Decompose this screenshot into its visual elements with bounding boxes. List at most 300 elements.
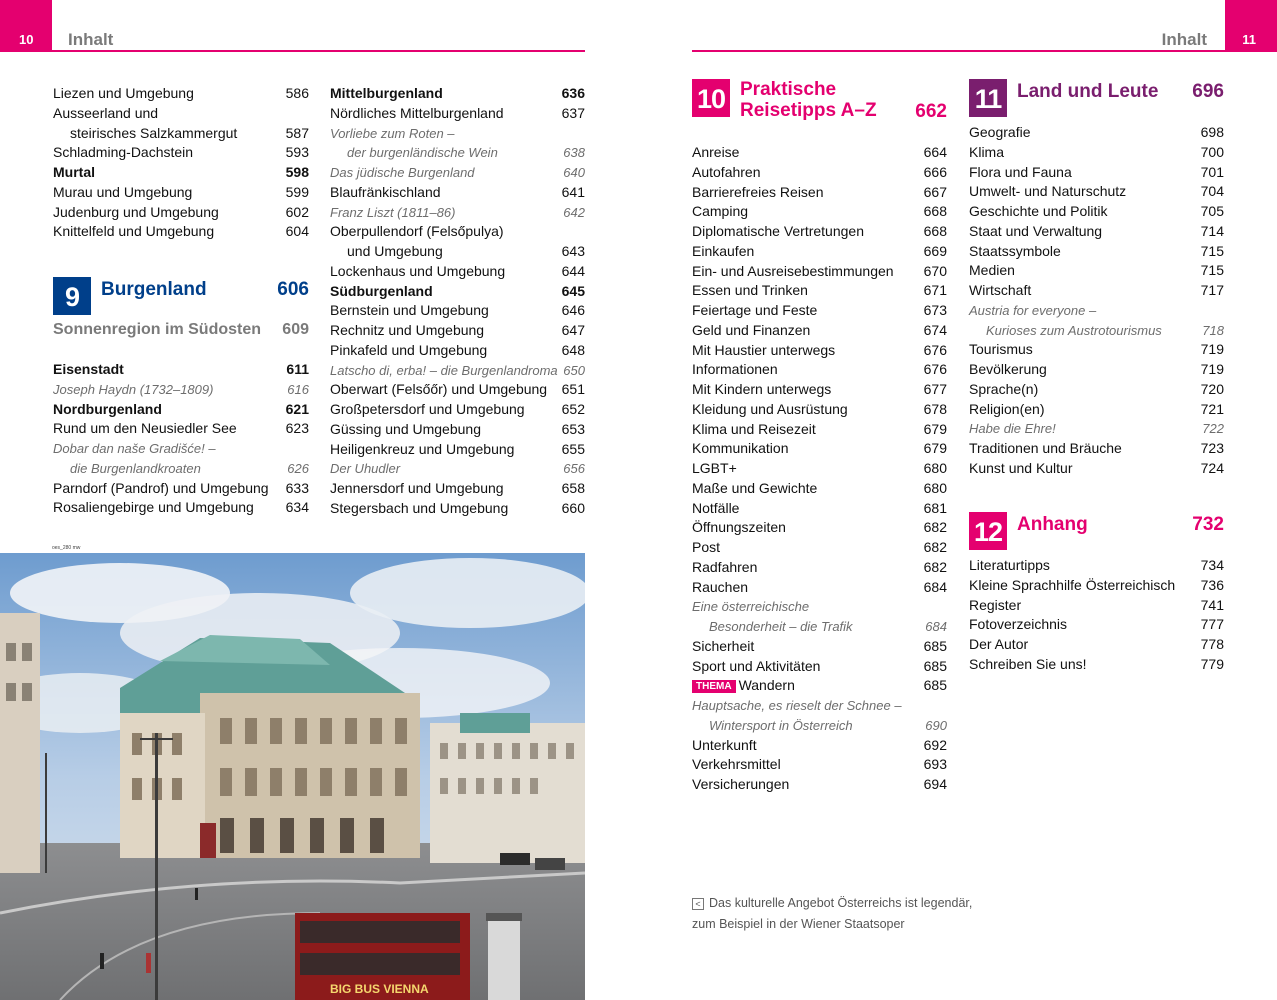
entry-title: Literaturtipps bbox=[969, 557, 1050, 573]
entry-title: Post bbox=[692, 539, 721, 555]
toc-entry[interactable] bbox=[692, 321, 947, 341]
entry-title: steirisches Salzkammergut bbox=[70, 124, 238, 141]
entry-page: 680 bbox=[923, 460, 947, 476]
chapter-title: Land und Leute bbox=[1017, 81, 1159, 102]
entry-page: 692 bbox=[923, 736, 947, 753]
entry-title: Feiertage und Feste bbox=[692, 302, 818, 318]
toc-entry[interactable] bbox=[330, 321, 585, 341]
entry-title: Staatssymbole bbox=[969, 242, 1061, 259]
toc-entry[interactable] bbox=[330, 124, 585, 144]
entry-title: Versicherungen bbox=[692, 776, 790, 792]
entry-page: 604 bbox=[285, 223, 309, 240]
toc-entry[interactable] bbox=[692, 420, 947, 440]
entry-page: 644 bbox=[561, 262, 585, 279]
entry-title: Notfälle bbox=[692, 499, 740, 516]
toc-entry[interactable] bbox=[330, 440, 585, 460]
entry-page: 641 bbox=[561, 183, 585, 200]
toc-entry[interactable] bbox=[330, 282, 585, 302]
entry-page: 602 bbox=[285, 203, 309, 220]
entry-title: und Umgebung bbox=[347, 243, 443, 259]
chapter-number-box: 12 bbox=[969, 512, 1007, 550]
toc-entry[interactable] bbox=[692, 281, 947, 301]
chapter-number-box: 9 bbox=[53, 277, 91, 315]
header-title-left: Inhalt bbox=[68, 30, 114, 49]
entry-page: 679 bbox=[923, 440, 947, 457]
entry-page: 587 bbox=[285, 124, 309, 141]
page-number-left-box bbox=[0, 0, 52, 52]
entry-page: 668 bbox=[923, 223, 947, 239]
toc-entry[interactable] bbox=[53, 419, 309, 439]
entry-title: Wintersport in Österreich bbox=[709, 717, 853, 733]
toc-column-3 bbox=[692, 143, 947, 795]
entry-title: Stegersbach und Umgebung bbox=[330, 499, 509, 516]
toc-entry[interactable] bbox=[969, 615, 1224, 635]
entry-title: Umwelt- und Naturschutz bbox=[969, 183, 1127, 200]
toc-entry[interactable] bbox=[692, 696, 947, 716]
entry-title bbox=[692, 676, 795, 696]
entry-title: Ausseerland und bbox=[53, 104, 159, 121]
entry-title: Latscho di, erba! – die Burgenlandroma bbox=[330, 362, 558, 378]
toc-entry[interactable] bbox=[969, 459, 1224, 479]
toc-entry[interactable] bbox=[692, 341, 947, 361]
page-number-right-box bbox=[1225, 0, 1277, 52]
toc-entry[interactable] bbox=[692, 301, 947, 321]
toc-entry[interactable] bbox=[330, 479, 585, 499]
entry-title: Mit Haustier unterwegs bbox=[692, 341, 836, 358]
thema-badge: THEMA bbox=[692, 680, 736, 693]
entry-title: Unterkunft bbox=[692, 736, 757, 753]
chapter-11-heading[interactable] bbox=[969, 79, 1224, 117]
entry-title: Sport und Aktivitäten bbox=[692, 657, 821, 674]
entry-title: Wirtschaft bbox=[969, 282, 1032, 298]
entry-page: 642 bbox=[563, 204, 585, 220]
toc-entry[interactable] bbox=[330, 301, 585, 321]
entry-title: Bevölkerung bbox=[969, 361, 1047, 377]
entry-title: Murtal bbox=[53, 164, 95, 180]
toc-entry[interactable] bbox=[53, 498, 309, 518]
toc-entry[interactable] bbox=[969, 163, 1224, 183]
toc-entry[interactable] bbox=[692, 538, 947, 558]
entry-page: 609 bbox=[282, 321, 309, 338]
entry-page: 705 bbox=[1200, 203, 1224, 219]
toc-entry[interactable] bbox=[692, 637, 947, 657]
entry-page: 741 bbox=[1200, 596, 1224, 613]
caption-line-2: zum Beispiel in der Wiener Staatsoper bbox=[692, 917, 905, 931]
entry-title: Das jüdische Burgenland bbox=[330, 165, 475, 180]
caption-line-1: Das kulturelle Angebot Österreichs ist legendär, bbox=[709, 896, 973, 910]
toc-entry[interactable] bbox=[53, 84, 309, 104]
toc-entry[interactable] bbox=[692, 202, 947, 222]
entry-page: 637 bbox=[561, 104, 585, 121]
entry-page: 616 bbox=[287, 381, 309, 397]
entry-page: 684 bbox=[925, 619, 947, 634]
entry-title-text: Wandern bbox=[738, 677, 795, 694]
toc-entry[interactable] bbox=[969, 400, 1224, 420]
entry-page: 721 bbox=[1200, 400, 1224, 417]
entry-title: Geschichte und Politik bbox=[969, 203, 1108, 219]
entry-page: 719 bbox=[1200, 361, 1224, 377]
toc-entry[interactable] bbox=[692, 578, 947, 598]
toc-entry[interactable] bbox=[969, 596, 1224, 616]
entry-title: Kommunikation bbox=[692, 440, 789, 457]
entry-title: Vorliebe zum Roten – bbox=[330, 125, 455, 141]
entry-title: Oberpullendorf (Felsőpulya) bbox=[330, 223, 504, 240]
toc-entry[interactable] bbox=[692, 775, 947, 795]
entry-page: 715 bbox=[1200, 262, 1224, 279]
toc-entry[interactable] bbox=[330, 380, 585, 400]
chapter-10-heading[interactable] bbox=[692, 79, 947, 123]
entry-page: 623 bbox=[285, 420, 309, 437]
toc-column-1 bbox=[53, 84, 309, 242]
toc-entry[interactable] bbox=[692, 222, 947, 242]
toc-entry[interactable] bbox=[692, 518, 947, 538]
staatsoper-photo bbox=[0, 553, 585, 1000]
entry-page: 701 bbox=[1200, 163, 1224, 180]
toc-entry[interactable] bbox=[53, 400, 309, 420]
entry-page: 736 bbox=[1200, 576, 1224, 593]
entry-title: LGBT+ bbox=[692, 460, 737, 476]
entry-title: Güssing und Umgebung bbox=[330, 420, 481, 437]
entry-page: 723 bbox=[1200, 440, 1224, 456]
entry-page: 598 bbox=[285, 164, 309, 180]
toc-entry[interactable] bbox=[330, 242, 585, 262]
chapter-9-subtitle-row[interactable] bbox=[53, 315, 309, 345]
entry-page: 777 bbox=[1200, 616, 1224, 633]
toc-entry[interactable] bbox=[692, 479, 947, 499]
toc-entry[interactable] bbox=[692, 676, 947, 696]
entry-page: 651 bbox=[561, 381, 585, 398]
entry-title: Tourismus bbox=[969, 341, 1033, 358]
toc-entry[interactable] bbox=[330, 400, 585, 420]
entry-page: 682 bbox=[923, 519, 947, 536]
entry-title: Besonderheit – die Trafik bbox=[709, 619, 853, 634]
entry-title: Oberwart (Felsőőr) und Umgebung bbox=[330, 381, 548, 398]
toc-entry[interactable] bbox=[692, 657, 947, 677]
chapter-title: Anhang bbox=[1017, 514, 1088, 535]
toc-entry[interactable] bbox=[330, 341, 585, 361]
toc-entry[interactable] bbox=[969, 380, 1224, 400]
entry-page: 626 bbox=[287, 460, 309, 476]
toc-entry[interactable] bbox=[969, 321, 1224, 341]
entry-title: Blaufränkischland bbox=[330, 183, 441, 200]
entry-title: Rund um den Neusiedler See bbox=[53, 420, 237, 437]
entry-page: 646 bbox=[561, 302, 585, 319]
entry-title: Staat und Verwaltung bbox=[969, 222, 1103, 239]
entry-page: 779 bbox=[1200, 655, 1224, 672]
header-rule-right bbox=[692, 50, 1225, 52]
page-number-right: 11 bbox=[1242, 32, 1256, 47]
entry-title: Heiligenkreuz und Umgebung bbox=[330, 440, 515, 457]
entry-title: Verkehrsmittel bbox=[692, 756, 781, 773]
toc-entry[interactable] bbox=[330, 84, 585, 104]
entry-title: Kunst und Kultur bbox=[969, 459, 1073, 476]
toc-entry[interactable] bbox=[692, 716, 947, 736]
toc-entry[interactable] bbox=[53, 479, 309, 499]
entry-page: 714 bbox=[1200, 222, 1224, 239]
entry-page: 722 bbox=[1202, 421, 1224, 437]
toc-entry[interactable] bbox=[692, 163, 947, 183]
entry-page: 660 bbox=[561, 499, 585, 516]
entry-page: 679 bbox=[923, 420, 947, 437]
entry-page: 655 bbox=[561, 440, 585, 457]
toc-entry[interactable] bbox=[330, 499, 585, 519]
entry-title: Anreise bbox=[692, 144, 740, 160]
photo-caption bbox=[692, 893, 972, 935]
toc-entry[interactable] bbox=[692, 597, 947, 617]
entry-page: 658 bbox=[561, 480, 585, 496]
entry-page: 700 bbox=[1200, 143, 1224, 160]
toc-entry[interactable] bbox=[330, 143, 585, 163]
photo-credit: oes_280 mw bbox=[52, 545, 81, 551]
entry-page: 599 bbox=[285, 183, 309, 200]
toc-column-1b bbox=[53, 360, 309, 518]
toc-entry[interactable] bbox=[330, 163, 585, 183]
toc-entry[interactable] bbox=[330, 420, 585, 440]
entry-title: Sprache(n) bbox=[969, 380, 1039, 397]
entry-title: Geld und Finanzen bbox=[692, 321, 811, 338]
toc-entry[interactable] bbox=[692, 380, 947, 400]
entry-page: 676 bbox=[923, 341, 947, 358]
entry-title: Flora und Fauna bbox=[969, 163, 1072, 180]
entry-page: 694 bbox=[923, 776, 947, 792]
toc-entry[interactable] bbox=[969, 242, 1224, 262]
entry-title: Kleidung und Ausrüstung bbox=[692, 400, 848, 417]
entry-title: der burgenländische Wein bbox=[347, 145, 498, 161]
toc-entry[interactable] bbox=[330, 203, 585, 223]
entry-page: 698 bbox=[1200, 124, 1224, 140]
entry-title: Der Autor bbox=[969, 636, 1029, 652]
entry-page: 666 bbox=[923, 163, 947, 180]
entry-title: Religion(en) bbox=[969, 400, 1045, 417]
entry-title: Maße und Gewichte bbox=[692, 479, 818, 496]
toc-entry[interactable] bbox=[969, 556, 1224, 576]
entry-page: 678 bbox=[923, 400, 947, 417]
entry-page: 734 bbox=[1200, 557, 1224, 573]
entry-title: Einkaufen bbox=[692, 242, 755, 259]
entry-page: 645 bbox=[561, 282, 585, 299]
entry-title: Kurioses zum Austrotourismus bbox=[986, 322, 1162, 338]
entry-title: Habe die Ehre! bbox=[969, 421, 1056, 437]
entry-title: Lockenhaus und Umgebung bbox=[330, 262, 506, 279]
toc-entry[interactable] bbox=[53, 124, 309, 144]
toc-entry[interactable] bbox=[330, 459, 585, 479]
toc-entry[interactable] bbox=[53, 222, 309, 242]
toc-entry[interactable] bbox=[969, 360, 1224, 380]
entry-page: 719 bbox=[1200, 341, 1224, 358]
toc-entry[interactable] bbox=[692, 459, 947, 479]
entry-title: Geografie bbox=[969, 124, 1031, 140]
entry-page: 650 bbox=[563, 362, 585, 378]
header-rule-left bbox=[52, 50, 585, 52]
entry-page: 715 bbox=[1200, 242, 1224, 259]
entry-page: 682 bbox=[923, 558, 947, 575]
entry-page: 670 bbox=[923, 262, 947, 279]
toc-entry[interactable] bbox=[330, 104, 585, 124]
toc-entry[interactable] bbox=[53, 459, 309, 479]
entry-title: Mittelburgenland bbox=[330, 85, 443, 101]
toc-column-4b bbox=[969, 556, 1224, 675]
toc-entry[interactable] bbox=[969, 439, 1224, 459]
toc-entry[interactable] bbox=[692, 736, 947, 756]
toc-entry[interactable] bbox=[969, 635, 1224, 655]
entry-page: 669 bbox=[923, 242, 947, 259]
toc-entry[interactable] bbox=[969, 261, 1224, 281]
toc-entry[interactable] bbox=[969, 301, 1224, 321]
entry-page: 673 bbox=[923, 302, 947, 318]
entry-title: Ein- und Ausreisebestimmungen bbox=[692, 262, 894, 279]
toc-entry[interactable] bbox=[330, 222, 585, 242]
toc-entry[interactable] bbox=[692, 439, 947, 459]
entry-title: Klima bbox=[969, 143, 1005, 160]
entry-page: 638 bbox=[563, 145, 585, 161]
toc-entry[interactable] bbox=[53, 104, 309, 124]
entry-title: Liezen und Umgebung bbox=[53, 85, 194, 101]
entry-title: Pinkafeld und Umgebung bbox=[330, 341, 488, 358]
entry-title: Kleine Sprachhilfe Österreichisch bbox=[969, 576, 1176, 593]
toc-entry[interactable] bbox=[969, 123, 1224, 143]
entry-title: Rechnitz und Umgebung bbox=[330, 322, 485, 338]
chapter-number-box: 11 bbox=[969, 79, 1007, 117]
toc-entry[interactable] bbox=[53, 183, 309, 203]
entry-page: 586 bbox=[285, 85, 309, 101]
entry-page: 718 bbox=[1202, 322, 1224, 338]
page-number-left: 10 bbox=[19, 32, 34, 47]
entry-title: Judenburg und Umgebung bbox=[53, 203, 219, 220]
entry-page: 647 bbox=[561, 322, 585, 338]
entry-title: Diplomatische Vertretungen bbox=[692, 223, 864, 239]
entry-title: Joseph Haydn (1732–1809) bbox=[53, 381, 214, 397]
toc-entry[interactable] bbox=[692, 400, 947, 420]
toc-entry[interactable] bbox=[969, 182, 1224, 202]
chapter-page: 662 bbox=[915, 101, 947, 122]
chapter-number-box: 10 bbox=[692, 79, 730, 117]
entry-page: 648 bbox=[561, 341, 585, 358]
entry-title: Eine österreichische bbox=[692, 599, 810, 615]
toc-entry[interactable] bbox=[330, 361, 585, 381]
entry-title: Bernstein und Umgebung bbox=[330, 302, 489, 319]
toc-entry[interactable] bbox=[692, 242, 947, 262]
toc-entry[interactable] bbox=[53, 163, 309, 183]
entry-title: Großpetersdorf und Umgebung bbox=[330, 401, 525, 417]
toc-entry[interactable] bbox=[692, 183, 947, 203]
chapter-12-heading[interactable] bbox=[969, 512, 1224, 550]
toc-entry[interactable] bbox=[969, 143, 1224, 163]
entry-page: 664 bbox=[923, 144, 947, 160]
entry-page: 685 bbox=[923, 637, 947, 654]
entry-title: Knittelfeld und Umgebung bbox=[53, 223, 215, 240]
toc-entry[interactable] bbox=[53, 439, 309, 459]
toc-entry[interactable] bbox=[53, 360, 309, 380]
entry-title: Medien bbox=[969, 262, 1015, 279]
entry-page: 681 bbox=[923, 499, 947, 516]
entry-page: 640 bbox=[563, 165, 585, 180]
chapter-page: 606 bbox=[277, 279, 309, 300]
entry-title: Schreiben Sie uns! bbox=[969, 655, 1087, 672]
entry-title: Nördliches Mittelburgenland bbox=[330, 104, 504, 121]
toc-entry[interactable] bbox=[330, 183, 585, 203]
toc-entry[interactable] bbox=[969, 655, 1224, 675]
entry-page: 633 bbox=[285, 479, 309, 496]
svg-text:BIG BUS VIENNA: BIG BUS VIENNA bbox=[330, 982, 429, 996]
entry-title: Rauchen bbox=[692, 578, 749, 595]
entry-title: Nordburgenland bbox=[53, 400, 162, 417]
entry-title: Radfahren bbox=[692, 558, 758, 575]
entry-page: 778 bbox=[1200, 636, 1224, 652]
entry-page: 677 bbox=[923, 381, 947, 397]
toc-column-2 bbox=[330, 84, 585, 519]
entry-title: Eisenstadt bbox=[53, 361, 124, 377]
entry-title: Essen und Trinken bbox=[692, 282, 808, 299]
entry-title: Barrierefreies Reisen bbox=[692, 183, 824, 200]
toc-entry[interactable] bbox=[692, 617, 947, 637]
entry-page: 643 bbox=[561, 243, 585, 259]
entry-page: 674 bbox=[923, 321, 947, 338]
chapter-9-heading[interactable] bbox=[53, 277, 309, 315]
entry-title: Traditionen und Bräuche bbox=[969, 440, 1122, 456]
entry-page: 680 bbox=[923, 479, 947, 496]
entry-title: Sicherheit bbox=[692, 637, 755, 654]
entry-title: Austria for everyone – bbox=[969, 302, 1097, 318]
entry-page: 636 bbox=[561, 85, 585, 101]
toc-entry[interactable] bbox=[330, 262, 585, 282]
entry-page: 667 bbox=[923, 183, 947, 200]
entry-title: die Burgenlandkroaten bbox=[70, 460, 201, 476]
entry-page: 693 bbox=[923, 756, 947, 773]
toc-entry[interactable] bbox=[969, 202, 1224, 222]
toc-entry[interactable] bbox=[969, 281, 1224, 301]
entry-title: Fotoverzeichnis bbox=[969, 616, 1068, 633]
toc-entry[interactable] bbox=[969, 419, 1224, 439]
toc-entry[interactable] bbox=[692, 360, 947, 380]
entry-title: Sonnenregion im Südosten bbox=[53, 321, 262, 338]
entry-page: 676 bbox=[923, 361, 947, 378]
toc-entry[interactable] bbox=[969, 340, 1224, 360]
entry-title: Register bbox=[969, 596, 1022, 613]
toc-entry[interactable] bbox=[692, 143, 947, 163]
chapter-title: Burgenland bbox=[101, 279, 207, 300]
entry-page: 611 bbox=[286, 361, 309, 377]
entry-title: Parndorf (Pandrof) und Umgebung bbox=[53, 479, 269, 496]
entry-title: Öffnungszeiten bbox=[692, 519, 786, 536]
toc-entry[interactable] bbox=[692, 262, 947, 282]
entry-page: 690 bbox=[925, 717, 947, 733]
toc-entry[interactable] bbox=[969, 576, 1224, 596]
toc-entry[interactable] bbox=[53, 143, 309, 163]
entry-page: 671 bbox=[923, 282, 947, 299]
entry-page: 652 bbox=[561, 401, 585, 417]
toc-entry[interactable] bbox=[53, 203, 309, 223]
entry-title: Dobar dan naše Gradišće! – bbox=[53, 441, 216, 456]
entry-page: 668 bbox=[923, 203, 947, 220]
chapter-title-line1: Praktische bbox=[740, 79, 837, 100]
toc-entry[interactable] bbox=[692, 755, 947, 775]
chapter-page: 732 bbox=[1192, 514, 1224, 535]
toc-entry[interactable] bbox=[692, 558, 947, 578]
entry-title: Jennersdorf und Umgebung bbox=[330, 480, 504, 496]
entry-title: Murau und Umgebung bbox=[53, 183, 193, 200]
entry-page: 720 bbox=[1200, 380, 1224, 397]
entry-title: Der Uhudler bbox=[330, 461, 401, 477]
entry-page: 593 bbox=[285, 144, 309, 161]
toc-entry[interactable] bbox=[692, 499, 947, 519]
entry-title: Klima und Reisezeit bbox=[692, 420, 816, 437]
toc-entry[interactable] bbox=[53, 380, 309, 400]
entry-page: 717 bbox=[1200, 282, 1224, 298]
entry-page: 685 bbox=[923, 657, 947, 674]
entry-title: Schladming-Dachstein bbox=[53, 144, 194, 161]
toc-entry[interactable] bbox=[969, 222, 1224, 242]
chapter-title-line2: Reisetipps A–Z bbox=[740, 100, 877, 121]
